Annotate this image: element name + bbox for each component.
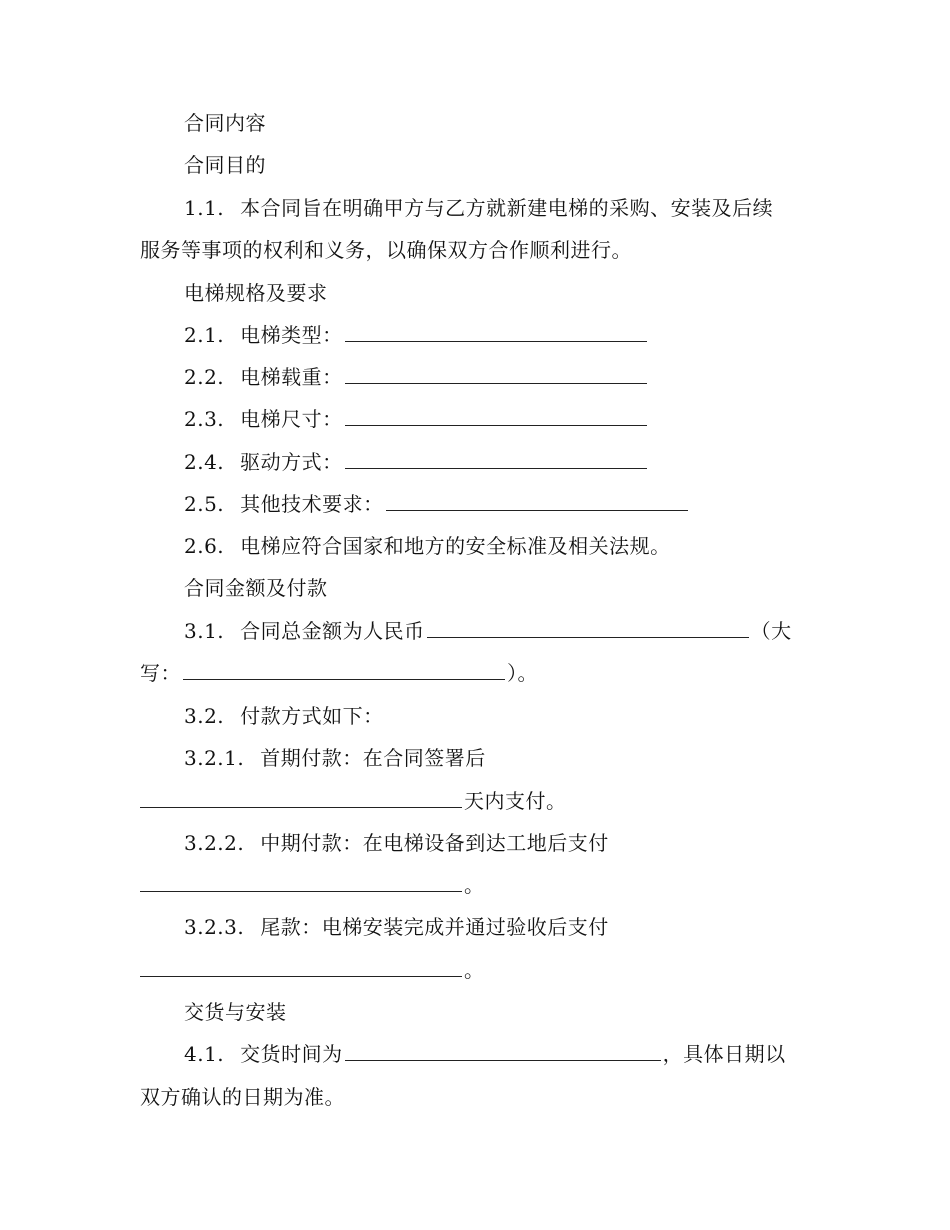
clause-4-1-line-2: 双方确认的日期为准。 bbox=[140, 1085, 345, 1109]
heading-contract-amount: 合同金额及付款 bbox=[184, 576, 328, 600]
clause-text: 本合同旨在明确甲方与乙方就新建电梯的采购、安装及后续 bbox=[240, 196, 774, 220]
clause-2-2 bbox=[140, 364, 864, 390]
clause-label: 电梯尺寸： bbox=[240, 407, 343, 431]
clause-number: 2.5. bbox=[184, 492, 225, 516]
clause-number: 2.2. bbox=[184, 365, 225, 389]
clause-2-6 bbox=[140, 533, 864, 559]
clause-number: 2.4. bbox=[184, 450, 225, 474]
amount-blank[interactable] bbox=[427, 619, 749, 638]
delivery-time-blank[interactable] bbox=[345, 1042, 661, 1061]
midterm-payment-blank[interactable] bbox=[140, 873, 462, 892]
clause-number: 3.2. bbox=[184, 704, 225, 728]
clause-1-1-line-1 bbox=[140, 195, 864, 221]
clause-text: 写： bbox=[140, 661, 181, 685]
clause-3-2-1-line-1 bbox=[140, 745, 864, 771]
clause-2-4 bbox=[140, 449, 864, 475]
clause-text: ，具体日期以 bbox=[662, 1042, 786, 1066]
clause-label: 电梯类型： bbox=[240, 323, 343, 347]
clause-number: 3.2.1. bbox=[184, 746, 245, 770]
clause-3-1-line-1 bbox=[140, 618, 864, 644]
clause-text: ）。 bbox=[507, 661, 538, 685]
clause-number: 4.1. bbox=[184, 1042, 225, 1066]
clause-number: 2.6. bbox=[184, 534, 225, 558]
clause-2-5 bbox=[140, 491, 864, 517]
clause-2-3 bbox=[140, 406, 864, 432]
clause-text: 首期付款：在合同签署后 bbox=[260, 746, 486, 770]
clause-number: 2.3. bbox=[184, 407, 225, 431]
clause-text: 。 bbox=[464, 958, 485, 982]
days-blank[interactable] bbox=[140, 789, 462, 808]
clause-label: 电梯应符合国家和地方的安全标准及相关法规。 bbox=[240, 534, 671, 558]
blank-line[interactable] bbox=[345, 365, 647, 384]
clause-3-2-3-line-2 bbox=[140, 957, 820, 983]
heading-delivery-installation: 交货与安装 bbox=[184, 1000, 287, 1024]
clause-number: 1.1. bbox=[184, 196, 225, 220]
blank-line[interactable] bbox=[345, 323, 647, 342]
clause-text: 。 bbox=[464, 873, 485, 897]
clause-3-1-line-2 bbox=[140, 660, 820, 686]
blank-line[interactable] bbox=[345, 450, 647, 469]
heading-contract-content: 合同内容 bbox=[184, 111, 266, 135]
clause-number: 3.2.2. bbox=[184, 831, 245, 855]
clause-1-1-line-2: 服务等事项的权利和义务，以确保双方合作顺利进行。 bbox=[140, 238, 632, 262]
blank-line[interactable] bbox=[386, 492, 688, 511]
heading-elevator-specs: 电梯规格及要求 bbox=[184, 281, 328, 305]
clause-number: 3.2.3. bbox=[184, 915, 245, 939]
clause-label: 电梯载重： bbox=[240, 365, 343, 389]
clause-number: 2.1. bbox=[184, 323, 225, 347]
clause-label: 驱动方式： bbox=[240, 450, 343, 474]
clause-3-2-1-line-2 bbox=[140, 788, 820, 814]
clause-3-2-2-line-2 bbox=[140, 872, 820, 898]
clause-text: 付款方式如下： bbox=[240, 704, 384, 728]
final-payment-blank[interactable] bbox=[140, 958, 462, 977]
clause-3-2 bbox=[140, 703, 864, 729]
clause-3-2-3-line-1 bbox=[140, 914, 864, 940]
clause-4-1-line-1 bbox=[140, 1041, 864, 1067]
amount-words-blank[interactable] bbox=[183, 661, 505, 680]
clause-number: 3.1. bbox=[184, 619, 225, 643]
heading-contract-purpose: 合同目的 bbox=[184, 153, 266, 177]
clause-text: 合同总金额为人民币 bbox=[240, 619, 425, 643]
blank-line[interactable] bbox=[345, 407, 647, 426]
clause-text: 交货时间为 bbox=[240, 1042, 343, 1066]
clause-text: 天内支付。 bbox=[464, 789, 567, 813]
clause-2-1 bbox=[140, 322, 864, 348]
clause-label: 其他技术要求： bbox=[240, 492, 384, 516]
clause-text: （大 bbox=[750, 619, 792, 643]
clause-text: 尾款：电梯安装完成并通过验收后支付 bbox=[260, 915, 609, 939]
clause-3-2-2-line-1 bbox=[140, 830, 864, 856]
clause-text: 中期付款：在电梯设备到达工地后支付 bbox=[260, 831, 609, 855]
